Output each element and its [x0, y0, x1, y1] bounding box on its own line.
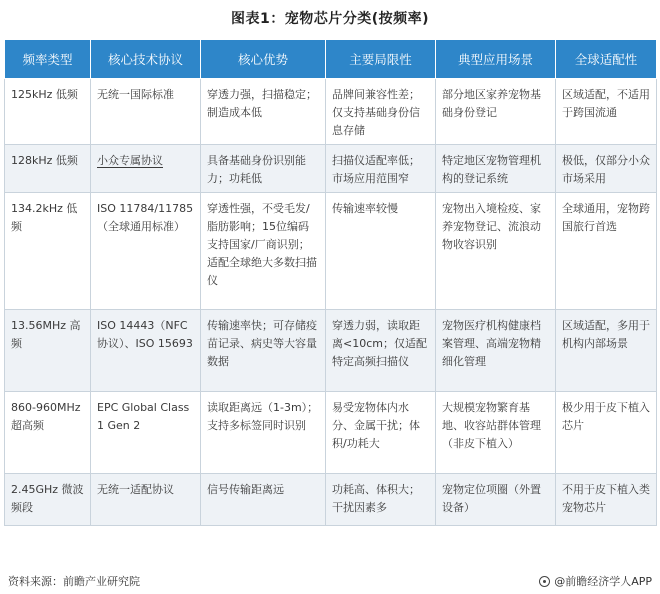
cell-global-fit: 区域适配，不适用于跨国流通 — [556, 79, 657, 145]
cell-protocol: ISO 14443（NFC协议）、ISO 15693 — [91, 310, 201, 392]
header-row — [5, 40, 657, 79]
cell-protocol: ISO 11784/11785（全球通用标准） — [91, 193, 201, 310]
cell-protocol: EPC Global Class 1 Gen 2 — [91, 392, 201, 474]
header-core-protocol: 核心技术协议 — [91, 40, 201, 79]
chip-classification-table — [4, 40, 656, 526]
source-note: 资料来源：前瞻产业研究院 — [8, 575, 140, 588]
cell-advantage: 穿透力强，扫描稳定；制造成本低 — [201, 79, 326, 145]
brand-credit — [539, 573, 652, 589]
cell-frequency: 125kHz 低频 — [5, 79, 91, 145]
table-row — [5, 310, 657, 392]
cell-advantage: 传输速率快；可存储疫苗记录、病史等大容量数据 — [201, 310, 326, 392]
table-row — [5, 145, 657, 193]
cell-application: 宠物定位项圈（外置设备） — [436, 474, 556, 526]
data-table — [4, 40, 657, 526]
cell-application: 宠物出入境检疫、家养宠物登记、流浪动物收容识别 — [436, 193, 556, 310]
cell-global-fit: 极少用于皮下植入芯片 — [556, 392, 657, 474]
header-limitations: 主要局限性 — [326, 40, 436, 79]
cell-frequency: 860-960MHz 超高频 — [5, 392, 91, 474]
cell-application: 宠物医疗机构健康档案管理、高端宠物精细化管理 — [436, 310, 556, 392]
cell-limitation: 穿透力弱，读取距离<10cm；仅适配特定高频扫描仪 — [326, 310, 436, 392]
cell-frequency: 2.45GHz 微波频段 — [5, 474, 91, 526]
cell-global-fit: 全球通用，宠物跨国旅行首选 — [556, 193, 657, 310]
cell-application: 大规模宠物繁育基地、收容站群体管理（非皮下植入） — [436, 392, 556, 474]
cell-frequency: 134.2kHz 低频 — [5, 193, 91, 310]
protocol-link-text: 小众专属协议 — [97, 154, 163, 167]
cell-advantage: 信号传输距离远 — [201, 474, 326, 526]
brand-logo-icon — [539, 576, 550, 587]
cell-protocol: 无统一国际标准 — [91, 79, 201, 145]
brand-credit-text: @前瞻经济学人APP — [554, 575, 652, 588]
table-row — [5, 193, 657, 310]
cell-advantage: 穿透性强，不受毛发/脂肪影响；15位编码支持国家/厂商识别；适配全球绝大多数扫描仪 — [201, 193, 326, 310]
cell-frequency: 13.56MHz 高频 — [5, 310, 91, 392]
header-frequency-type: 频率类型 — [5, 40, 91, 79]
header-core-advantage: 核心优势 — [201, 40, 326, 79]
cell-advantage: 具备基础身份识别能力；功耗低 — [201, 145, 326, 193]
cell-advantage: 读取距离远（1-3m）；支持多标签同时识别 — [201, 392, 326, 474]
cell-global-fit: 不用于皮下植入类宠物芯片 — [556, 474, 657, 526]
cell-protocol: 无统一适配协议 — [91, 474, 201, 526]
table-row — [5, 392, 657, 474]
cell-global-fit: 极低，仅部分小众市场采用 — [556, 145, 657, 193]
cell-limitation: 传输速率较慢 — [326, 193, 436, 310]
header-global-fit: 全球适配性 — [556, 40, 657, 79]
cell-application: 部分地区家养宠物基础身份登记 — [436, 79, 556, 145]
cell-limitation: 扫描仪适配率低；市场应用范围窄 — [326, 145, 436, 193]
cell-limitation: 易受宠物体内水分、金属干扰；体积/功耗大 — [326, 392, 436, 474]
cell-global-fit: 区域适配，多用于机构内部场景 — [556, 310, 657, 392]
cell-application: 特定地区宠物管理机构的登记系统 — [436, 145, 556, 193]
table-row — [5, 79, 657, 145]
cell-frequency: 128kHz 低频 — [5, 145, 91, 193]
table-row — [5, 474, 657, 526]
cell-limitation: 品牌间兼容性差；仅支持基础身份信息存储 — [326, 79, 436, 145]
cell-limitation: 功耗高、体积大；干扰因素多 — [326, 474, 436, 526]
cell-protocol — [91, 145, 201, 193]
header-application: 典型应用场景 — [436, 40, 556, 79]
table-title: 图表1：宠物芯片分类(按频率) — [230, 11, 430, 27]
